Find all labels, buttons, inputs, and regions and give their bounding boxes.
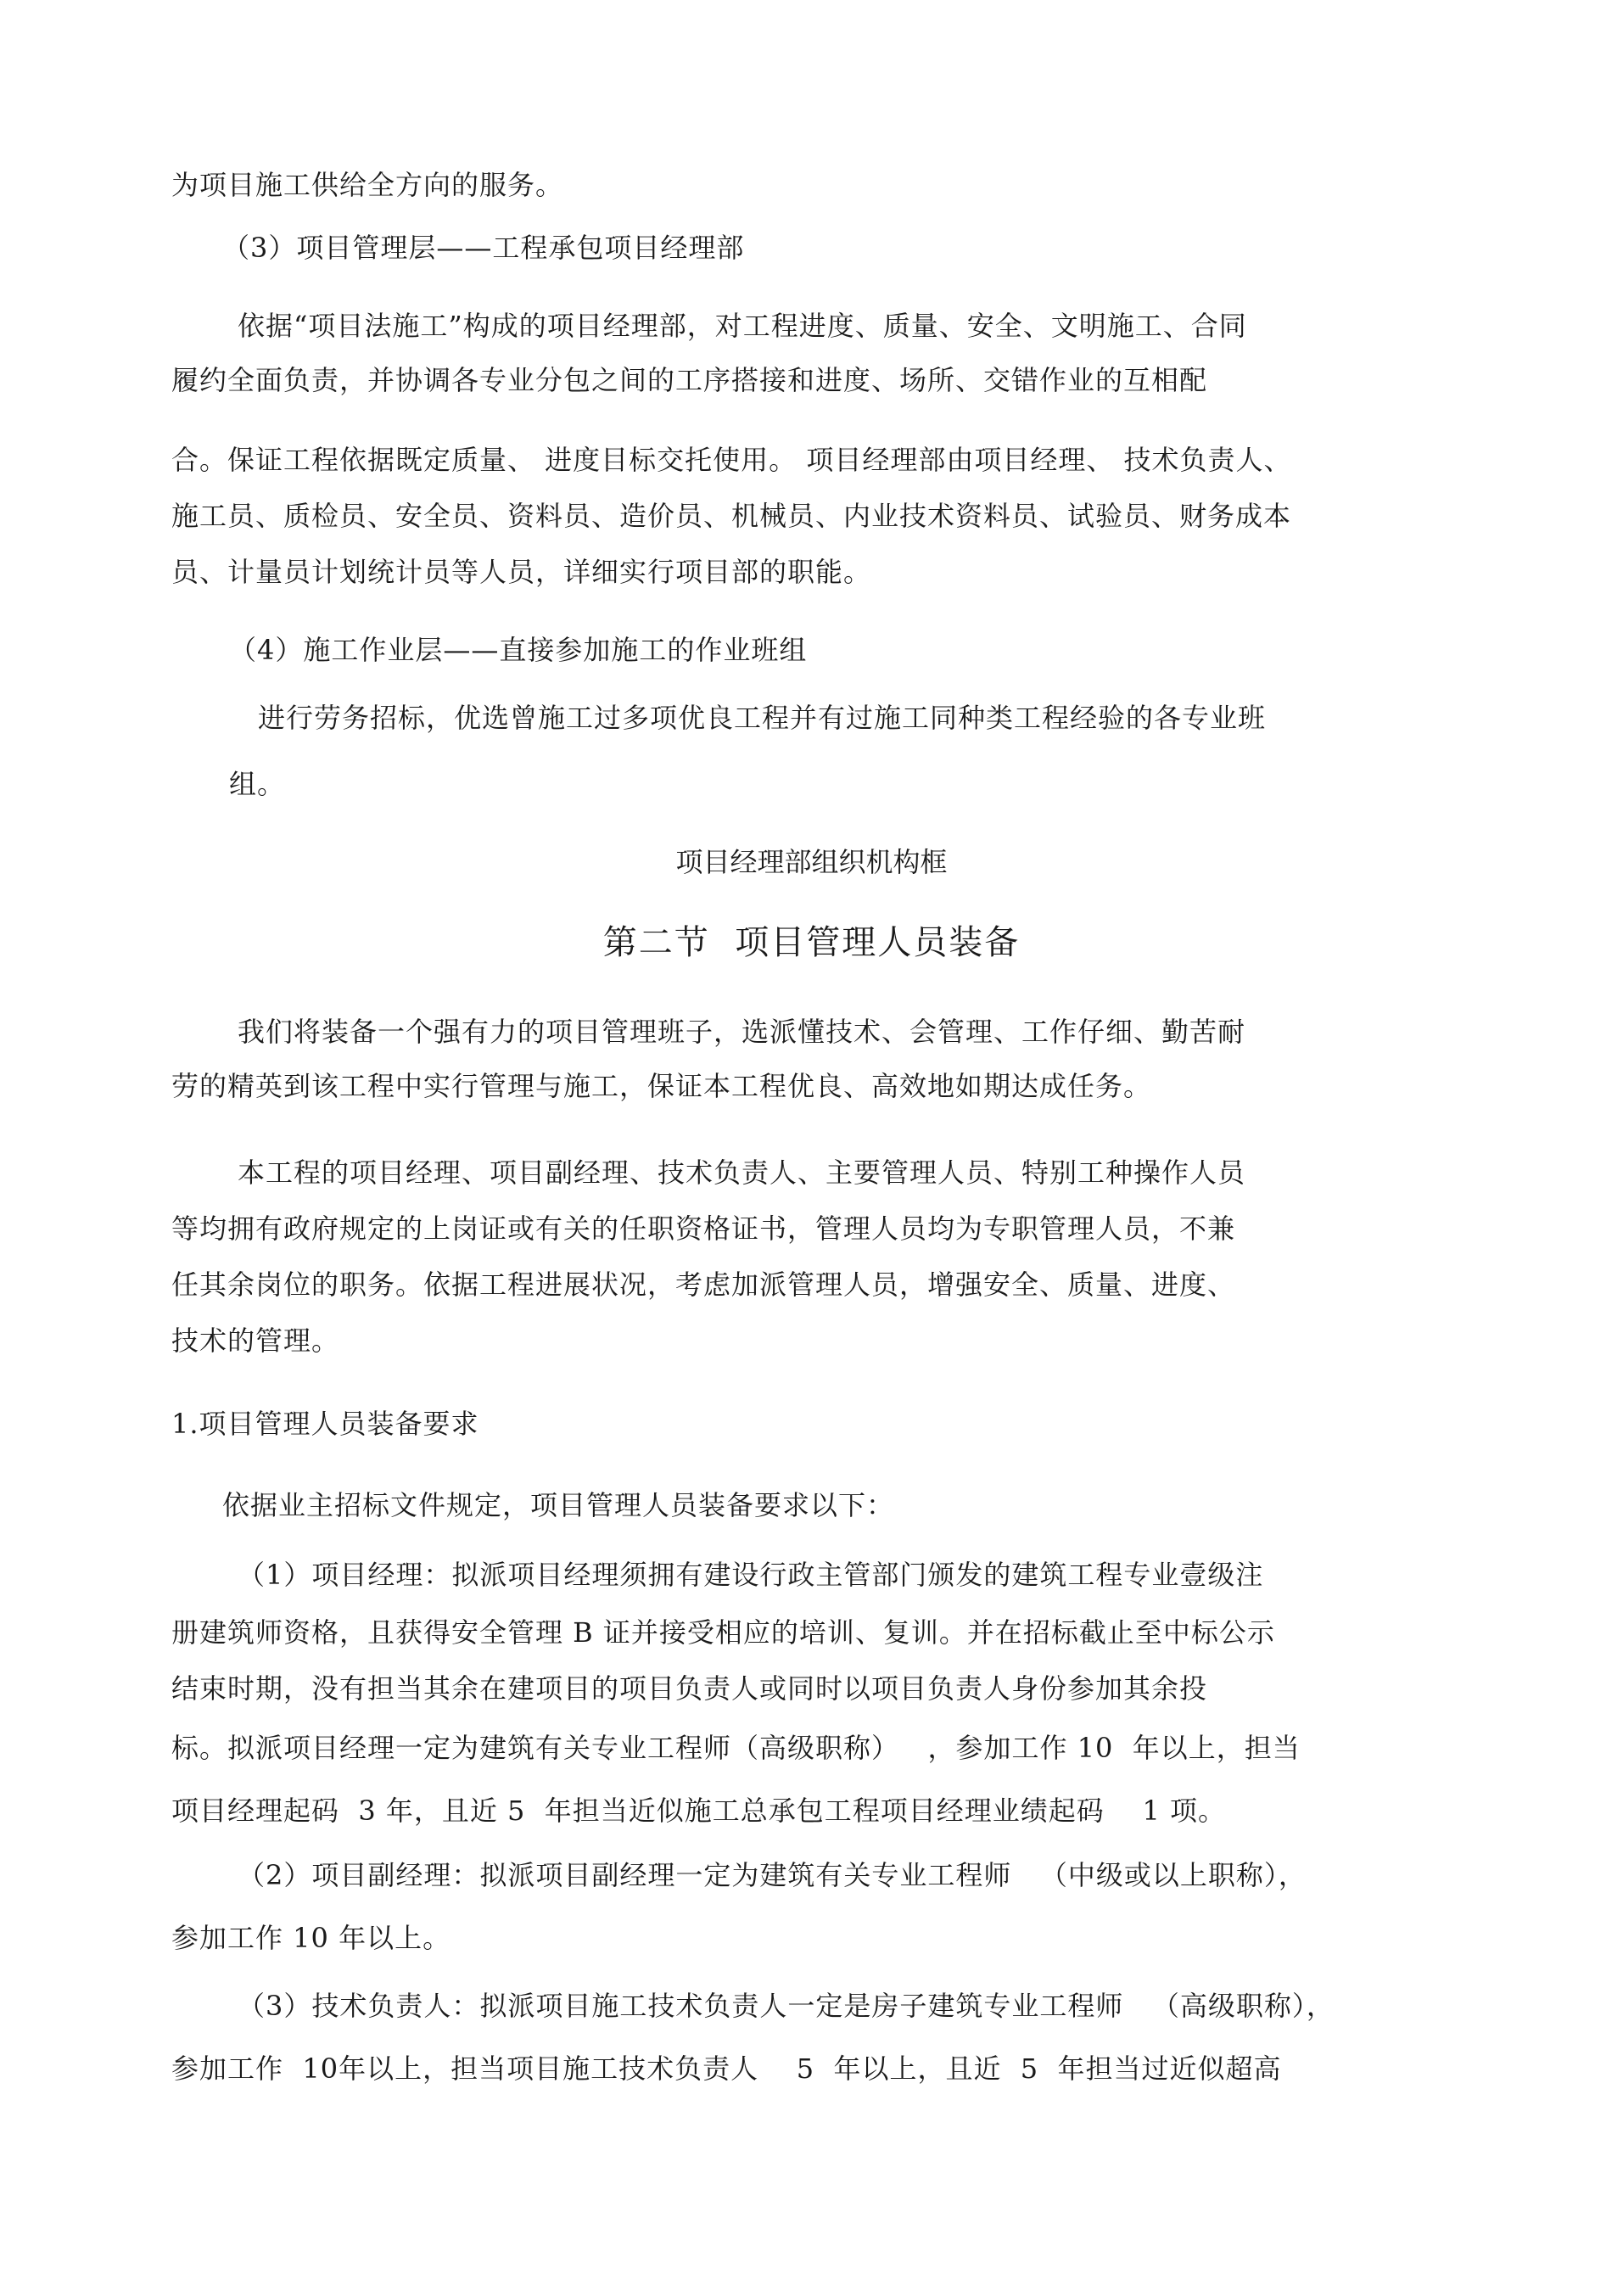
text-line: 履约全面负责，并协调各专业分包之间的工序搭接和进度、场所、交错作业的互相配 bbox=[171, 364, 1208, 396]
text-line: （2）项目副经理：拟派项目副经理一定为建筑有关专业工程师 （中级或以上职称）， bbox=[238, 1859, 1307, 1891]
text-line: 组。 bbox=[229, 768, 286, 800]
text-line: 进行劳务招标，优选曾施工过多项优良工程并有过施工同种类工程经验的各专业班 bbox=[258, 702, 1267, 734]
text-line: 册建筑师资格，且获得安全管理 B 证并接受相应的培训、复训。并在招标截止至中标公示 bbox=[171, 1616, 1275, 1649]
text-line: 我们将装备一个强有力的项目管理班子，选派懂技术、会管理、工作仔细、勤苦耐 bbox=[238, 1016, 1246, 1048]
text-line: 标。拟派项目经理一定为建筑有关专业工程师（高级职称） ，参加工作 10 年以上，担当 bbox=[171, 1732, 1301, 1764]
text-line: 劳的精英到该工程中实行管理与施工，保证本工程优良、高效地如期达成任务。 bbox=[171, 1070, 1152, 1102]
figure-caption: 项目经理部组织机构框 bbox=[675, 846, 948, 878]
text-line: 结束时期，没有担当其余在建项目的项目负责人或同时以项目负责人身份参加其余投 bbox=[171, 1672, 1208, 1705]
text-line: （3）技术负责人：拟派项目施工技术负责人一定是房子建筑专业工程师 （高级职称）， bbox=[238, 1990, 1335, 2022]
text-line: 合。保证工程依据既定质量、 进度目标交托使用。 项目经理部由项目经理、 技术负责人、 bbox=[171, 444, 1292, 476]
text-line: 参加工作 10 年以上。 bbox=[171, 1922, 451, 1954]
text-line: 1.项目管理人员装备要求 bbox=[171, 1408, 479, 1440]
text-line: 任其余岗位的职务。依据工程进展状况，考虑加派管理人员，增强安全、质量、进度、 bbox=[171, 1268, 1236, 1301]
section-heading: 第二节 项目管理人员装备 bbox=[602, 923, 1021, 962]
text-line: 技术的管理。 bbox=[171, 1324, 340, 1357]
text-line: 员、计量员计划统计员等人员，详细实行项目部的职能。 bbox=[171, 556, 872, 588]
text-line: （4）施工作业层——直接参加施工的作业班组 bbox=[229, 634, 808, 666]
text-line: 参加工作 10年以上，担当项目施工技术负责人 5 年以上，且近 5 年担当过近似超高 bbox=[171, 2052, 1282, 2085]
text-line: 为项目施工供给全方向的服务。 bbox=[171, 169, 564, 201]
text-line: 项目经理起码 3 年，且近 5 年担当近似施工总承包工程项目经理业绩起码 1 项。 bbox=[171, 1795, 1226, 1827]
text-line: （1）项目经理：拟派项目经理须拥有建设行政主管部门颁发的建筑工程专业壹级注 bbox=[238, 1559, 1264, 1591]
text-line: （3）项目管理层——工程承包项目经理部 bbox=[222, 232, 745, 264]
text-line: 等均拥有政府规定的上岗证或有关的任职资格证书，管理人员均为专职管理人员，不兼 bbox=[171, 1212, 1236, 1245]
text-line: 本工程的项目经理、项目副经理、技术负责人、主要管理人员、特别工种操作人员 bbox=[238, 1156, 1246, 1189]
text-line: 施工员、质检员、安全员、资料员、造价员、机械员、内业技术资料员、试验员、财务成本 bbox=[171, 500, 1292, 532]
text-line: 依据“项目法施工”构成的项目经理部，对工程进度、质量、安全、文明施工、合同 bbox=[238, 310, 1247, 342]
text-line: 依据业主招标文件规定，项目管理人员装备要求以下： bbox=[222, 1489, 895, 1521]
